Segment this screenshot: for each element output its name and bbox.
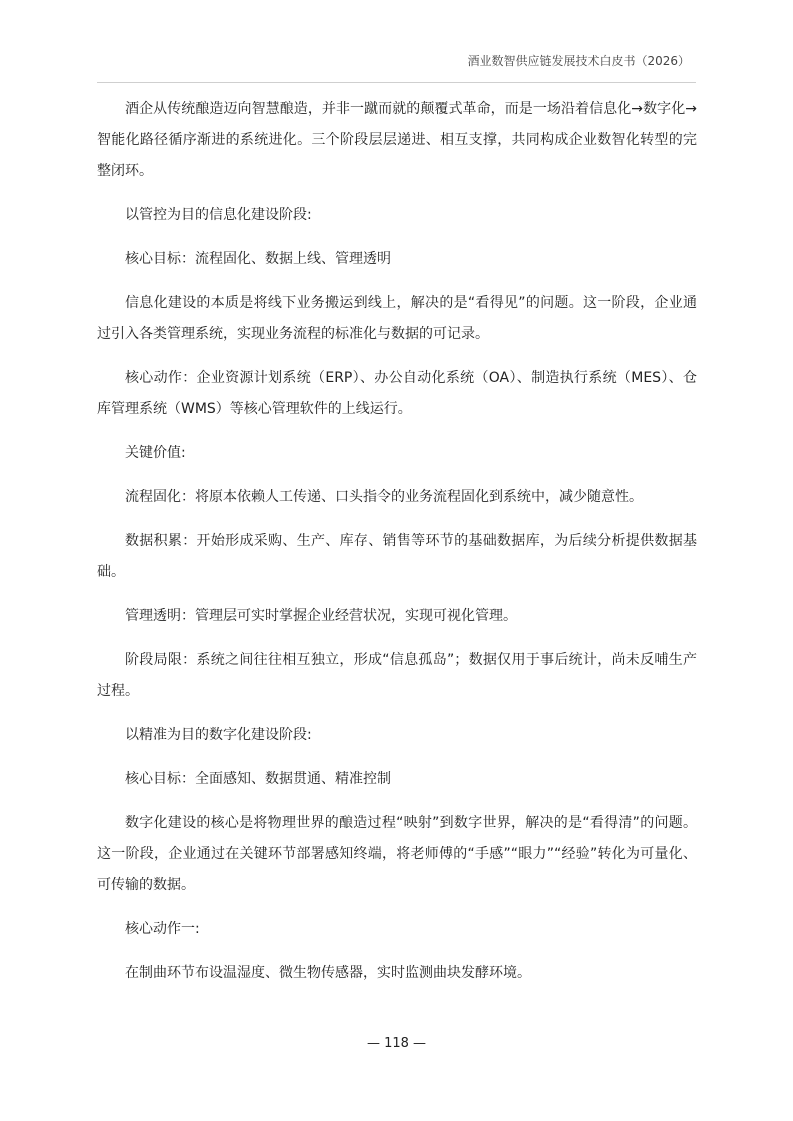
- core-action-informatization: 核心动作：企业资源计划系统（ERP）、办公自动化系统（OA）、制造执行系统（MES）、仓库管理系统（WMS）等核心管理软件的上线运行。: [97, 370, 697, 417]
- page-number: — 118 —: [366, 1036, 427, 1051]
- paragraph-informatization-essence: 信息化建设的本质是将线下业务搬运到线上，解决的是“看得见”的问题。这一阶段，企业通过引入各类管理系统，实现业务流程的标准化与数据的可记录。: [97, 295, 697, 342]
- core-goal-digitalization: 核心目标：全面感知、数据贯通、精准控制: [125, 771, 391, 787]
- core-goal-informatization: 核心目标：流程固化、数据上线、管理透明: [125, 251, 391, 267]
- stage-limitation: 阶段局限：系统之间往往相互独立，形成“信息孤岛”；数据仅用于事后统计，尚未反哺生产过程。: [97, 652, 697, 699]
- core-action-one-detail: 在制曲环节布设温湿度、微生物传感器，实时监测曲块发酵环境。: [125, 965, 531, 981]
- core-action-one-heading: 核心动作一:: [125, 921, 200, 937]
- page-header: [97, 48, 696, 83]
- paragraph-intro: 酒企从传统酿造迈向智慧酿造，并非一蹴而就的颠覆式革命，而是一场沿着信息化→数字化→智能化路径循序渐进的系统进化。三个阶段层层递进、相互支撑，共同构成企业数智化转型的完整闭环。: [97, 101, 697, 179]
- body-content: [97, 94, 697, 989]
- key-value-management: 管理透明：管理层可实时掌握企业经营状况，实现可视化管理。: [125, 608, 517, 624]
- section-heading-digitalization: 以精准为目的数字化建设阶段:: [125, 727, 312, 743]
- header-title: 酒业数智供应链发展技术白皮书（2026）: [467, 54, 690, 68]
- key-value-process: 流程固化：将原本依赖人工传递、口头指令的业务流程固化到系统中，减少随意性。: [125, 489, 643, 505]
- key-value-data: 数据积累：开始形成采购、生产、库存、销售等环节的基础数据库，为后续分析提供数据基础。: [97, 533, 697, 580]
- paragraph-digitalization-core: 数字化建设的核心是将物理世界的酿造过程“映射”到数字世界，解决的是“看得清”的问题。这一阶段，企业通过在关键环节部署感知终端，将老师傅的“手感”“眼力”“经验”转化为可量化、可传输的数据。: [97, 815, 697, 893]
- section-heading-informatization: 以管控为目的信息化建设阶段:: [125, 207, 312, 223]
- key-value-heading: 关键价值:: [125, 445, 186, 461]
